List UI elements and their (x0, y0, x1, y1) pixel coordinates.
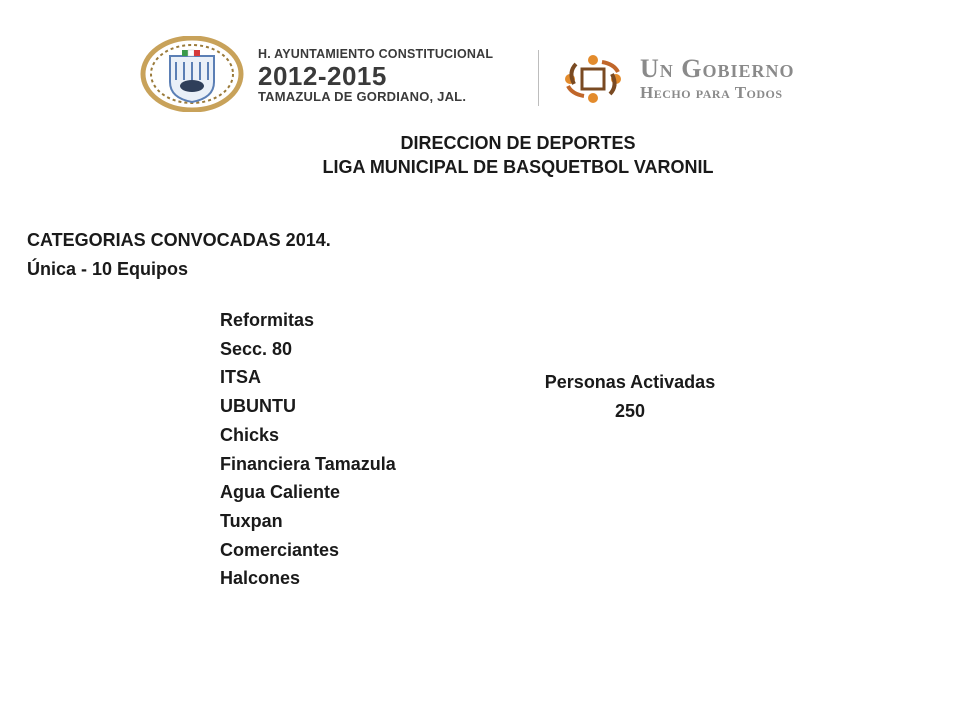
government-slogan-line1: Un Gobierno (640, 54, 795, 83)
ayuntamiento-logo-text (258, 48, 538, 103)
categories-heading: CATEGORIAS CONVOCADAS 2014. (27, 230, 331, 250)
team-item: Secc. 80 (220, 338, 293, 359)
government-emblem-icon (558, 54, 628, 104)
team-item: Comerciantes (220, 539, 340, 560)
team-item: Chicks (220, 424, 280, 445)
stat-label: Personas Activadas (544, 372, 716, 392)
team-item: Financiera Tamazula (220, 453, 396, 474)
government-slogan-line2: Hecho para Todos (640, 83, 783, 102)
title-department: DIRECCION DE DEPORTES (400, 133, 636, 153)
team-item: UBUNTU (220, 396, 296, 417)
title-league: LIGA MUNICIPAL DE BASQUETBOL VARONIL (322, 157, 714, 177)
team-item: Tuxpan (220, 510, 283, 531)
ayuntamiento-name: H. AYUNTAMIENTO CONSTITUCIONAL (258, 47, 494, 61)
team-item: Agua Caliente (220, 482, 341, 503)
page-header (140, 36, 840, 116)
team-item: Reformitas (220, 310, 315, 330)
team-item: Halcones (220, 568, 301, 589)
categories-section (27, 226, 331, 284)
team-list (220, 306, 396, 593)
municipal-seal-icon (140, 36, 244, 112)
ayuntamiento-location: TAMAZULA DE GORDIANO, JAL. (258, 88, 467, 104)
ayuntamiento-years: 2012-2015 (258, 60, 387, 91)
page-title (0, 131, 960, 179)
categories-subheading: Única - 10 Equipos (27, 259, 189, 279)
activated-people-stat (500, 368, 760, 426)
government-slogan (640, 56, 840, 101)
header-divider (538, 50, 539, 106)
stat-value: 250 (614, 401, 646, 421)
team-item: ITSA (220, 367, 262, 388)
